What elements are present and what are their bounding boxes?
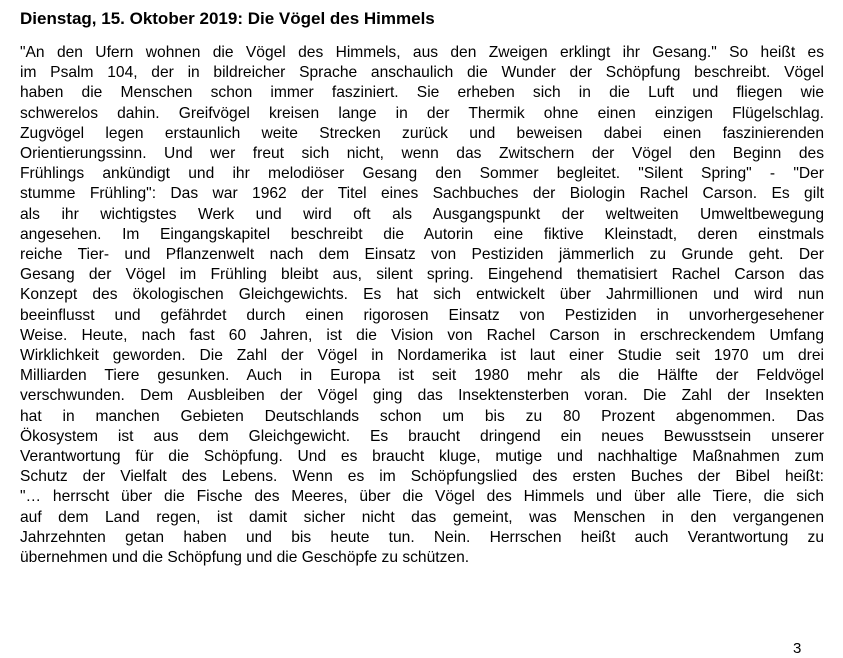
text-line: Milliarden Tiere gesunken. Auch in Europa ist seit 1980 mehr als die Hälfte der Feldvögel bbox=[20, 367, 824, 385]
text-line: schwerelos dahin. Greifvögel kreisen lange in der Thermik ohne einen einzigen Flügelschlag. bbox=[20, 104, 824, 122]
document-page bbox=[20, 8, 824, 568]
text-line: Gesang der Vögel im Frühling bleibt aus, silent spring. Eingehend thematisiert Rachel Carson das bbox=[20, 266, 824, 284]
text-line: angesehen. Im Eingangskapitel beschreibt die Autorin eine fiktive Kleinstadt, deren einstmals bbox=[20, 225, 824, 243]
text-line: als ihr wichtigstes Werk und wird oft als Ausgangspunkt der weltweiten Umweltbewegung bbox=[20, 205, 824, 223]
text-line: Zugvögel legen erstaunlich weite Strecken zurück und beweisen dabei einen faszinierenden bbox=[20, 124, 824, 142]
text-line: haben die Menschen schon immer fasziniert. Sie erheben sich in die Luft und fliegen wie bbox=[20, 84, 824, 102]
text-line: hat in manchen Gebieten Deutschlands schon um bis zu 80 Prozent abgenommen. Das bbox=[20, 407, 824, 425]
text-line: Schutz der Vielfalt des Lebens. Wenn es im Schöpfungslied des ersten Buches der Bibel heißt: bbox=[20, 468, 824, 486]
text-line: im Psalm 104, der in bildreicher Sprache anschaulich die Wunder der Schöpfung beschreibt. Vögel bbox=[20, 64, 824, 82]
text-line: "An den Ufern wohnen die Vögel des Himmels, aus den Zweigen erklingt ihr Gesang." So heißt es bbox=[20, 44, 824, 61]
text-line: reiche Tier- und Pflanzenwelt nach dem Einsatz von Pestiziden jämmerlich zu Grunde geht. Der bbox=[20, 246, 824, 264]
text-line: Verantwortung für die Schöpfung. Und es braucht kluge, mutige und nachhaltige Maßnahmen zum bbox=[20, 448, 824, 466]
text-line: Frühlings ankündigt und ihr melodiöser Gesang den Sommer begleitet. "Silent Spring" - "Der bbox=[20, 165, 824, 183]
text-line: auf dem Land regen, ist damit sicher nicht das gemeint, was Menschen in den vergangenen bbox=[20, 508, 824, 526]
text-line: Wirklichkeit geworden. Die Zahl der Vögel in Nordamerika ist laut einer Studie seit 1970 um drei bbox=[20, 347, 824, 365]
text-line: übernehmen und die Schöpfung und die Geschöpfe zu schützen. bbox=[20, 549, 470, 567]
text-line: Ökosystem ist aus dem Gleichgewicht. Es braucht dringend ein neues Bewusstsein unserer bbox=[20, 427, 824, 445]
text-line: Konzept des ökologischen Gleichgewichts. Es hat sich entwickelt über Jahrmillionen und wird nun bbox=[20, 286, 824, 304]
text-line: Orientierungssinn. Und wer freut sich nicht, wenn das Zwitschern der Vögel den Beginn des bbox=[20, 145, 824, 163]
text-line: stumme Frühling": Das war 1962 der Titel eines Sachbuches der Biologin Rachel Carson. Es gilt bbox=[20, 185, 824, 203]
page-title: Dienstag, 15. Oktober 2019: Die Vögel des Himmels bbox=[20, 9, 435, 28]
text-line: beeinflusst und gefährdet durch einen rigorosen Einsatz von Pestiziden in unvorhergesehener bbox=[20, 306, 824, 324]
text-line: Jahrzehnten getan haben und bis heute tun. Nein. Herrschen heißt auch Verantwortung zu bbox=[20, 528, 824, 546]
text-line: verschwunden. Dem Ausbleiben der Vögel ging das Insektensterben voran. Die Zahl der Insekten bbox=[20, 387, 824, 405]
body-paragraph bbox=[20, 43, 824, 568]
text-line: Weise. Heute, nach fast 60 Jahren, ist die Vision von Rachel Carson in erschreckendem Umfang bbox=[20, 326, 824, 344]
text-line: "… herrscht über die Fische des Meeres, über die Vögel des Himmels und über alle Tiere, die sich bbox=[20, 488, 824, 506]
page-number: 3 bbox=[793, 640, 802, 657]
